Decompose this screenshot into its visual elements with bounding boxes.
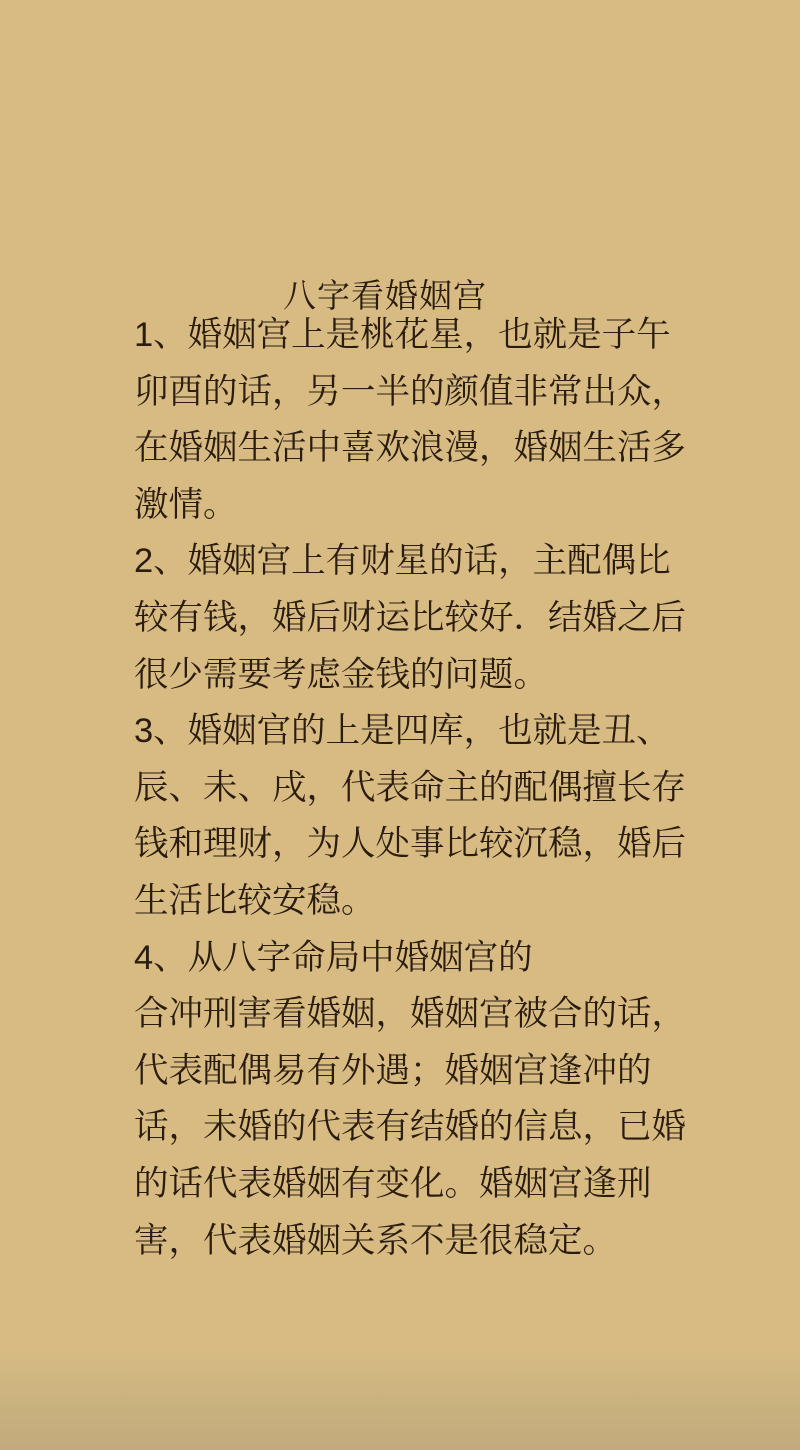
text-line: 卯酉的话，另一半的颜值非常出众，	[134, 372, 686, 411]
body-text-block	[134, 307, 694, 1269]
page-title: 八字看婚姻宫	[283, 277, 487, 314]
text-line: 激情。	[134, 485, 238, 524]
text-line: 合冲刑害看婚姻，婚姻宫被合的话，	[134, 995, 686, 1034]
text-line: 1、婚姻宫上是桃花星，也就是子午	[134, 316, 671, 354]
text-line: 害，代表婚姻关系不是很稳定。	[134, 1221, 617, 1260]
text-line: 3、婚姻官的上是四库，也就是丑、	[134, 712, 671, 751]
text-line: 辰、未、戌，代表命主的配偶擅长存	[134, 768, 686, 807]
text-line: 钱和理财，为人处事比较沉稳，婚后	[134, 825, 686, 864]
text-line: 在婚姻生活中喜欢浪漫，婚姻生活多	[134, 429, 686, 468]
text-line: 代表配偶易有外遇；婚姻宫逢冲的	[134, 1051, 652, 1090]
text-line: 2、婚姻宫上有财星的话，主配偶比	[134, 542, 671, 581]
text-line: 生活比较安稳。	[134, 881, 376, 920]
text-line: 较有钱，婚后财运比较好．结婚之后	[134, 598, 686, 637]
text-line: 很少需要考虑金钱的问题。	[134, 655, 548, 694]
text-line: 的话代表婚姻有变化。婚姻宫逢刑	[134, 1164, 652, 1203]
text-line: 话，未婚的代表有结婚的信息，已婚	[134, 1108, 686, 1147]
text-line: 4、从八字命局中婚姻宫的	[134, 938, 533, 977]
